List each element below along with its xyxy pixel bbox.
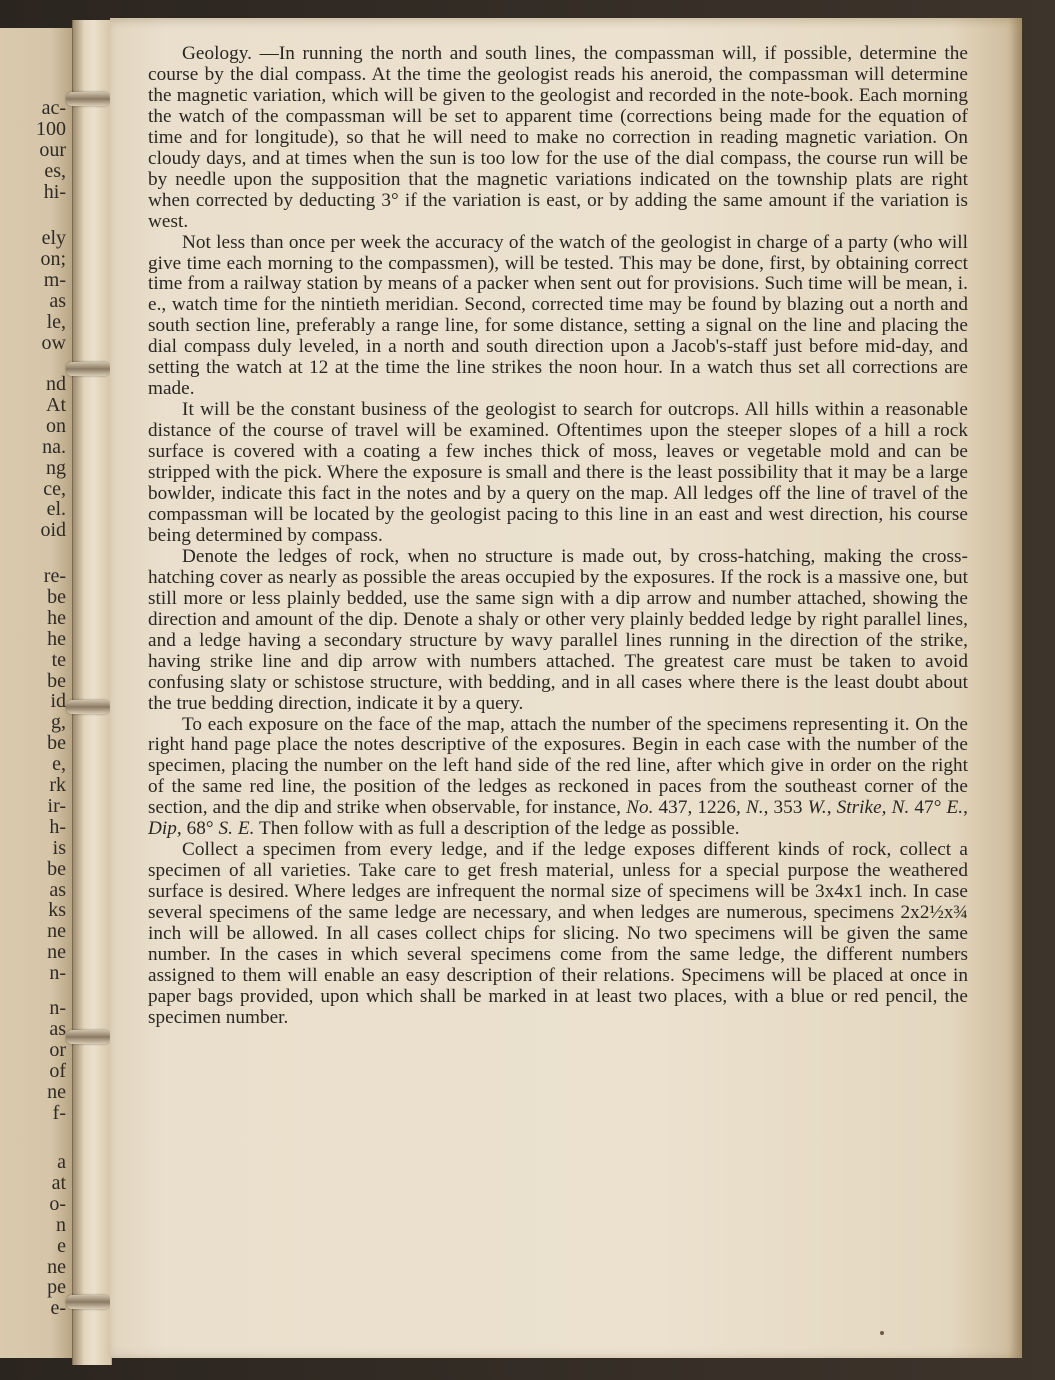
paragraph-geology: Geology. —In running the north and south lines, the compassman will, if possible, determine the course by the dial compass. At the time the geologist reads his aneroid, the compassman will determine the magnetic variation, which will be given to the geologist and recorded in the note-book. Each morning the watch of the compassman will be set to apparent time (corrections being made for the equation of time and for longitude), so that he will need to make no correction in reading magnetic variation. On cloudy days, and at times when the sun is too low for the use of the dial compass, the course run will be by needle upon the supposition that the magnetic variations indicated on the township plats are right when corrected by deducting 3° if the variation is east, or by adding the same amount if the variation is west. [148, 43, 968, 232]
paragraph-outcrops: It will be the constant business of the geologist to search for outcrops. All hills within a reasonable distance of the course of travel will be examined. Oftentimes upon the steeper slopes of a hill a rock surface is covered with a coating a few inches thick of moss, leaves or vegetable mold and can be stripped with the pick. Where the exposure is small and there is the least possibility that it may be a large bowlder, indicate this fact in the notes and by a query on the map. All ledges off the line of travel of the compassman will be located by the geologist pacing to this line in an east and west direction, his course being determined by compass. [148, 399, 968, 546]
left-page-fragment: as [49, 1017, 66, 1040]
left-page-fragment: ng [46, 456, 66, 479]
left-page-fragment: id [50, 690, 66, 713]
left-page-fragment: te [51, 648, 66, 671]
paragraph-ledges: Denote the ledges of rock, when no structure is made out, by cross-hatching, making the cross-hatching cover as nearly as possible the areas occupied by the exposures. If the rock is a massive one, but still more or less plainly bedded, use the same sign with a dip arrow and number attached, showing the direction and amount of the dip. Denote a shaly or other very plainly bedded ledge by right parallel lines, and a ledge having a secondary structure by wavy parallel lines running in the direction of the strike, having strike line and dip arrow with numbers attached. The greatest care must be taken to avoid confusing slaty or schistose structure, with bedding, and in all cases where there is the least doubt about the true bedding direction, indicate it by a query. [148, 545, 968, 714]
left-page-fragment: es, [44, 159, 66, 182]
left-page-fragment: n- [49, 997, 66, 1019]
main-page [110, 18, 1022, 1358]
exposure-example-part: 437, 1226, [653, 797, 746, 819]
left-page-fragment: rk [49, 774, 66, 796]
exposure-example-part: 68° [181, 818, 219, 840]
left-page-fragment: pe [47, 1276, 66, 1299]
left-page-fragment: n [56, 1213, 66, 1236]
left-page-fragment: e, [52, 753, 66, 776]
left-page-fragment: ne [47, 1080, 66, 1103]
page-text [148, 44, 968, 1029]
left-page-fragment: as [49, 289, 66, 312]
left-page-fragment: el. [46, 498, 66, 521]
left-page-fragment: e [57, 1234, 66, 1257]
exposure-example-part: W. [807, 797, 827, 819]
exposure-example-part: N. [891, 797, 910, 819]
left-page-fragment: g, [51, 711, 66, 734]
left-page-fragment: At [46, 393, 66, 416]
exposure-example-part: E. [946, 797, 964, 819]
binding-stitch [66, 92, 110, 106]
left-page-fragment: ac- [41, 97, 66, 119]
left-page-fragment: at [51, 1171, 66, 1194]
exposure-example-part: Dip, [148, 818, 182, 840]
left-page-fragment: he [47, 606, 66, 629]
exposure-text-before: To each exposure on the face of the map, attach the number of the specimens representing it. On the right hand page place the notes descriptive of the exposures. Begin in each case with the number of the specimen, placing the number on the left hand side of the red line, after which give in order on the right of the same red line, the position of the ledges as reckoned in paces from the southeast corner of the section, and the dip and strike when observable, for instance, [148, 713, 968, 819]
left-page-fragment: oid [40, 519, 66, 542]
left-page-fragment: he [47, 627, 66, 650]
binding-stitch [66, 362, 110, 376]
left-page-fragment: be [47, 857, 66, 880]
left-page-fragment: or [49, 1038, 66, 1061]
exposure-example-part: N. [745, 797, 764, 819]
left-page-fragment: h- [49, 815, 66, 838]
left-page-fragment: n- [49, 962, 66, 985]
binding-gutter [72, 20, 112, 1365]
left-page-fragment: ow [41, 331, 66, 354]
left-page-fragment: on; [40, 247, 66, 270]
exposure-example-part: 47° [909, 797, 947, 819]
left-page-fragment: ks [48, 899, 66, 922]
left-facing-page [0, 28, 72, 1358]
exposure-example-part: , [826, 797, 837, 819]
left-page-fragment: be [47, 585, 66, 608]
left-page-fragment: of [49, 1059, 66, 1082]
exposure-example-part: Strike, [836, 797, 887, 819]
left-page-fragment: ir- [47, 794, 66, 817]
left-page-fragment: as [49, 878, 66, 901]
left-page-fragment: our [39, 138, 66, 161]
left-page-fragment: f- [52, 1101, 66, 1124]
left-page-fragment: be [47, 669, 66, 692]
left-page-fragment: ne [47, 941, 66, 964]
left-page-fragment: hi- [43, 180, 66, 203]
left-page-fragment: o- [49, 1192, 66, 1215]
left-page-fragment: be [47, 732, 66, 755]
exposure-example-part: , [963, 797, 968, 819]
left-page-fragment: ne [47, 1255, 66, 1278]
left-page-fragment: m- [43, 268, 66, 291]
paragraph-watch-accuracy: Not less than once per week the accuracy of the watch of the geologist in charge of a party (who will give time each morning to the compassmen), will be tested. This may be done, first, by obtaining correct time from a railway station by means of a packer when sent out for provisions. Such time will be mean, i. e., watch time for the nintieth meridian. Second, corrected time may be found by blazing out a north and south section line, preferably a range line, for some distance, setting a signal on the line and placing the dial compass duly leveled, in a north and south direction upon a Jacob's-staff just before mid-day, and setting the watch at 12 at the time the line strikes the noon hour. In a watch thus set all corrections are made. [148, 231, 968, 400]
exposure-example-part: No. [626, 797, 654, 819]
left-page-fragment: on [46, 414, 66, 437]
left-page-fragment: a [57, 1151, 66, 1173]
ink-dot [880, 1331, 884, 1335]
binding-stitch [66, 700, 110, 714]
left-page-fragment: ce, [43, 477, 66, 500]
paragraph-exposure-notes [148, 715, 968, 841]
left-page-fragment: is [52, 836, 66, 859]
left-page-fragment: 100 [36, 117, 66, 140]
left-page-fragment: le, [46, 310, 66, 333]
left-page-fragment: ely [41, 227, 66, 249]
left-page-fragment: nd [46, 373, 66, 395]
paragraph-specimens: Collect a specimen from every ledge, and if the ledge exposes different kinds of rock, collect a specimen of all varieties. Take care to get fresh material, unless for a special purpose the weathered surface is desired. Where ledges are infrequent the normal size of specimens will be 3x4x1 inch. In case several specimens of the same ledge are necessary, and when ledges are numerous, specimens 2x2½x¾ inch will be allowed. In all cases collect chips for slicing. No two specimens will be given the same number. In the cases in which several specimens come from the same ledge, the different numbers assigned to them will enable an easy description of their relations. Specimens will be placed at once in paper bags provided, upon which shall be marked in at least two places, with a blue or red pencil, the specimen number. [148, 839, 968, 1028]
left-page-fragment: e- [50, 1297, 66, 1320]
left-page-fragment: na. [42, 435, 66, 458]
binding-stitch [66, 1295, 110, 1309]
left-page-fragment: ne [47, 920, 66, 943]
exposure-example-part: , 353 [763, 797, 808, 819]
exposure-example-part: S. E. [218, 818, 255, 840]
exposure-text-after: Then follow with as full a description of the ledge as possible. [254, 818, 740, 840]
left-page-fragment: re- [43, 565, 66, 587]
binding-stitch [66, 1030, 110, 1044]
